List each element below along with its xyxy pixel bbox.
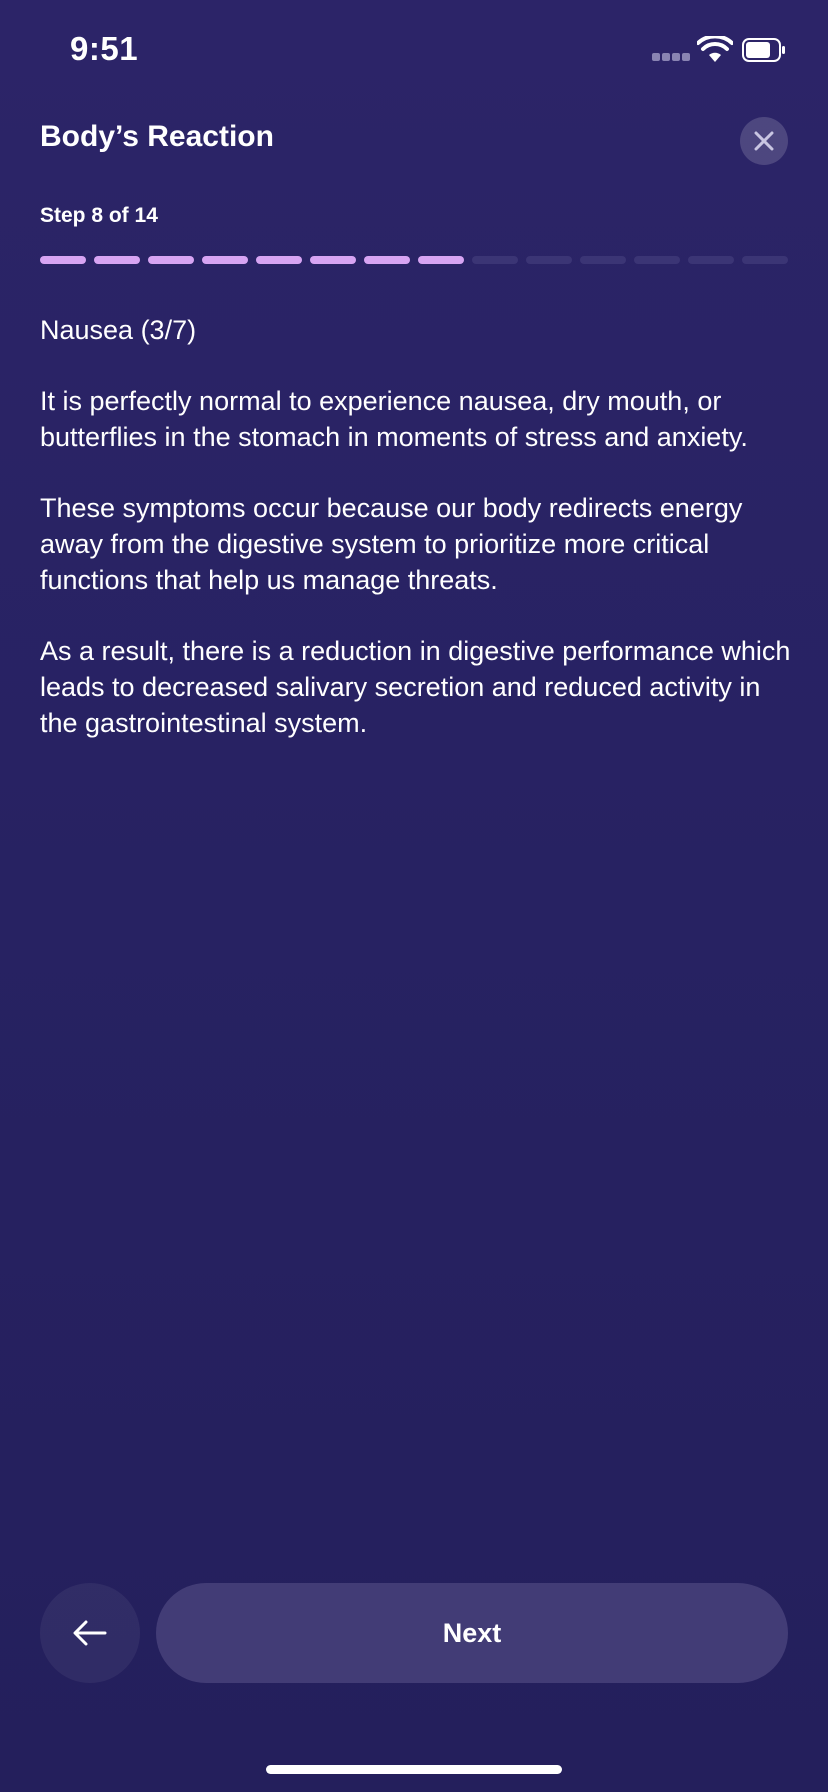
back-button[interactable] [40, 1583, 140, 1683]
progress-segment [94, 256, 140, 264]
step-label: Step 8 of 14 [40, 204, 158, 227]
progress-segment [148, 256, 194, 264]
next-button[interactable]: Next [156, 1583, 788, 1683]
progress-segment [742, 256, 788, 264]
paragraph: These symptoms occur because our body redirects energy away from the digestive system to prioritize more critical functions that help us manage threats. [40, 493, 743, 595]
progress-segment [472, 256, 518, 264]
cellular-signal-icon [652, 53, 692, 61]
progress-segment [580, 256, 626, 264]
progress-segment [40, 256, 86, 264]
status-bar [0, 0, 828, 100]
home-indicator [266, 1765, 562, 1774]
progress-segment [634, 256, 680, 264]
paragraph: As a result, there is a reduction in digestive performance which leads to decreased salivary secretion and reduced activity in the gastrointestinal system. [40, 636, 791, 738]
progress-segment [526, 256, 572, 264]
close-icon [753, 130, 775, 152]
progress-segment [310, 256, 356, 264]
progress-segment [418, 256, 464, 264]
wifi-icon [697, 36, 733, 64]
progress-segment [688, 256, 734, 264]
paragraph: It is perfectly normal to experience nausea, dry mouth, or butterflies in the stomach in moments of stress and anxiety. [40, 386, 748, 452]
content [40, 312, 800, 776]
close-button[interactable] [740, 117, 788, 165]
progress-segment [364, 256, 410, 264]
progress-segment [202, 256, 248, 264]
arrow-left-icon [73, 1620, 107, 1646]
status-time: 9:51 [70, 30, 139, 67]
step-progress-bar [40, 256, 788, 264]
battery-icon [742, 38, 786, 62]
section-subtitle: Nausea (3/7) [40, 315, 197, 345]
progress-segment [256, 256, 302, 264]
page-title: Body’s Reaction [40, 120, 274, 153]
